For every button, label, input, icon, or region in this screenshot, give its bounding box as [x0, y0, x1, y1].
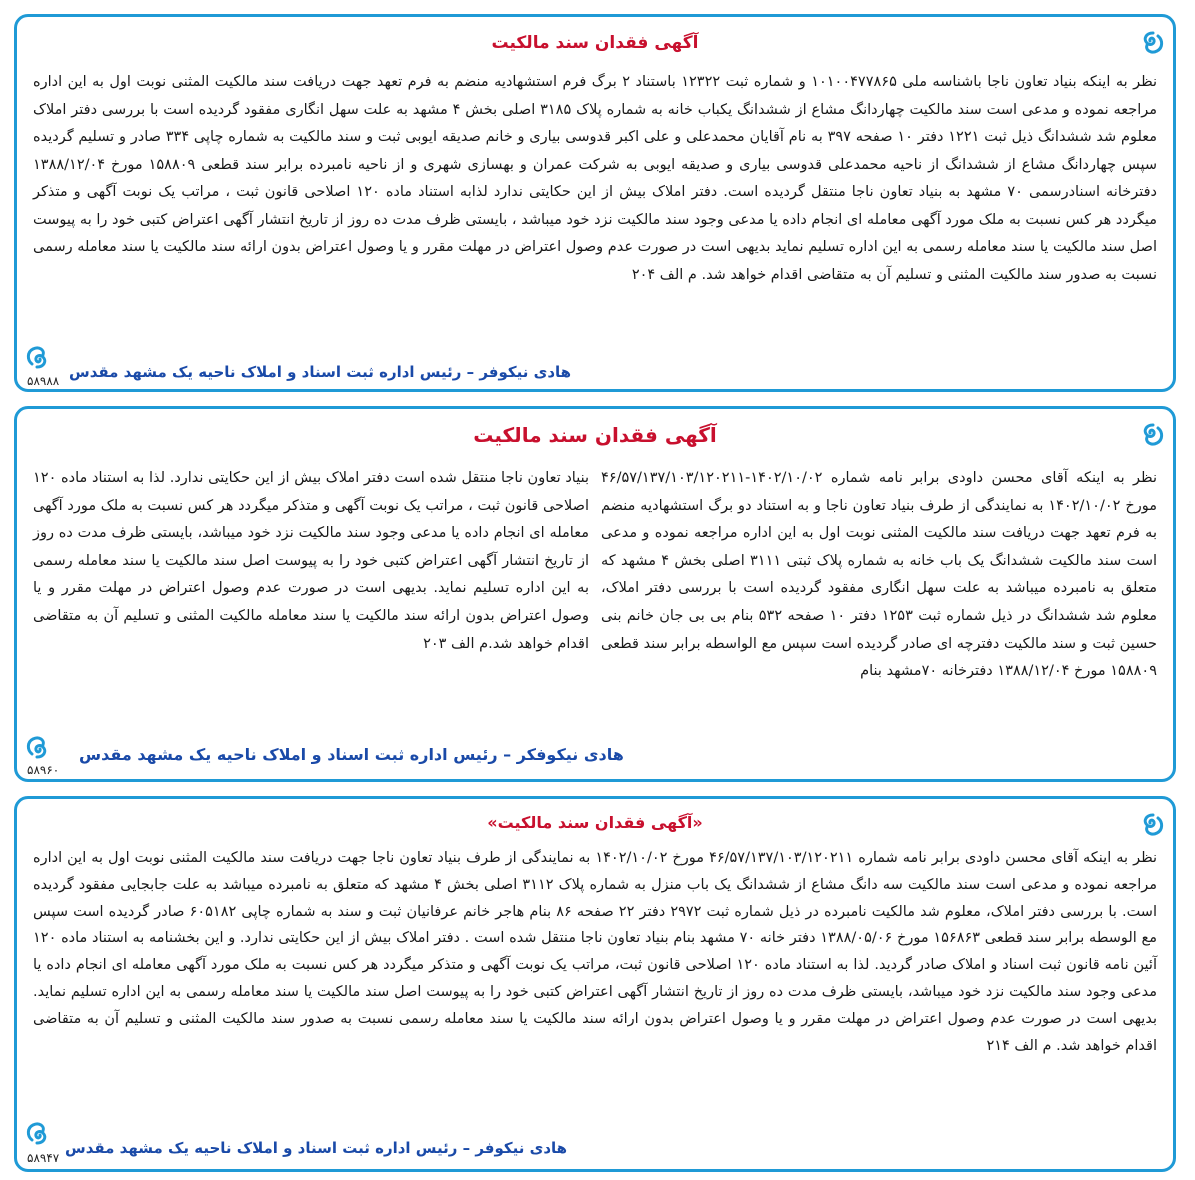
swirl-ornament-icon [25, 735, 49, 759]
signature: هادی نیکوفر – رئیس اداره ثبت اسناد و املاک ناحیه یک مشهد مقدس [69, 363, 572, 381]
reference-number: ۵۸۹۸۸ [27, 374, 60, 388]
signature: هادی نیکوفر – رئیس اداره ثبت اسناد و املاک ناحیه یک مشهد مقدس [65, 1139, 568, 1157]
notice-1 [14, 14, 1176, 392]
notice-title: آگهی فقدان سند مالکیت [473, 423, 717, 447]
reference-number: ۵۸۹۶۰ [27, 763, 60, 777]
signature: هادی نیکوفکر – رئیس اداره ثبت اسناد و املاک ناحیه یک مشهد مقدس [79, 745, 624, 764]
notice-title: آگهی فقدان سند مالکیت [491, 33, 699, 53]
notice-body-right-column: نظر به اینکه آقای محسن داودی برابر نامه شماره ۱۴۰۲/۱۰/۰۲-۴۶/۵۷/۱۳۷/۱۰۳/۱۲۰۲۱۱ مورخ ۱۴۰۲/۱۰/۰۲ به نمایندگی از طرف بنیاد تعاون ناجا و به استناد دو برگ استشهادیه منضم به فرم تعهد جهت دریافت سند مالکیت المثنی نوبت اول به این اداره مراجعه نموده و مدعی است سند مالکیت ششدانگ یک باب خانه به شماره پلاک ثبتی ۳۱۱۱ اصلی بخش ۴ مشهد که متعلق به نامبرده میباشد به علت سهل انگاری مفقود گردیده است با بررسی دفتر املاک، معلوم شد ششدانگ در ذیل شماره ثبت ۱۲۵۳ دفتر ۱۰ صفحه ۵۳۲ بنام بی بی جان خانم بنی حسین ثبت و سند مالکیت دفترچه ای صادر گردیده است سپس مع الواسطه برابر سند قطعی ۱۵۸۸۰۹ مورخ ۱۳۸۸/۱۲/۰۴ دفترخانه ۷۰مشهد بنام [601, 470, 1158, 680]
notice-body: نظر به اینکه آقای محسن داودی برابر نامه شماره ۴۶/۵۷/۱۳۷/۱۰۳/۱۲۰۲۱۱ مورخ ۱۴۰۲/۱۰/۰۲ به نمایندگی از طرف بنیاد تعاون ناجا جهت دریافت سند مالکیت المثنی نوبت اول به این اداره مراجعه نموده و مدعی است سند مالکیت سه دانگ مشاع از ششدانگ یک باب منزل به شماره پلاک ۳۱۱۲ اصلی بخش ۴ مشهد که متعلق به نامبرده میباشد به علت جابجایی مفقود گردیده است. با بررسی دفتر املاک، معلوم شد مالکیت نامبرده در ذیل شماره ثبت ۲۹۷۲ دفتر ۲۲ صفحه ۸۶ بنام هاجر خانم عرفانیان ثبت و سند به شماره چاپی ۶۰۵۱۸۲ صادر گردیده است سپس مع الوسطه برابر سند قطعی ۱۵۶۸۶۳ مورخ ۱۳۸۸/۰۵/۰۶ دفتر خانه ۷۰ مشهد بنام بنیاد تعاون ناجا منتقل شده است . دفتر املاک بیش از این حکایتی ندارد. و این بخشنامه به استناد ماده ۱۲۰ آئین نامه قانون ثبت اسناد و املاک صادر گردید. لذا به استناد ماده ۱۲۰ اصلاحی قانون ثبت، مراتب یک نوبت آگهی و متذکر میگردد هر کس نسبت به ملک مورد آگهی معامله ای انجام داده یا مدعی وجود سند مالکیت نزد خود میباشد، بایستی ظرف مدت ده روز از تاریخ انتشار آگهی اعتراض کتبی خود را به پیوست اصل سند مالکیت یا سند معامله رسمی به این اداره تسلیم نماید. بدیهی است در صورت عدم وصول اعتراض در مهلت مقرر و یا وصول اعتراض بدون ارائه سند مالکیت یا سند معامله رسمی نسبت به صدور سند مالکیت المثنی و تسلیم آن به متقاضی اقدام خواهد شد. م الف ۲۱۴ [33, 850, 1157, 1054]
notice-body-left-column: بنیاد تعاون ناجا منتقل شده است دفتر املاک بیش از این حکایتی ندارد. لذا به استناد ماده ۱۲۰ اصلاحی قانون ثبت ، مراتب یک نوبت آگهی و متذکر میگردد هر کس نسبت به ملک مورد آگهی معامله ای انجام داده یا مدعی وجود سند مالکیت نزد خود میباشد، بایستی ظرف مدت ده روز از تاریخ انتشار آگهی اعتراض کتبی خود را به پیوست اصل سند مالکیت یا سند معامله رسمی به این اداره تسلیم نماید. بدیهی است در صورت عدم وصول اعتراض در مهلت مقرر و یا وصول اعتراض بدون ارائه سند مالکیت یا سند معامله مالکیت المثنی و تسلیم آن به متقاضی اقدام خواهد شد.م الف ۲۰۳ [33, 470, 589, 652]
swirl-ornament-icon [25, 345, 49, 369]
notice-columns [33, 465, 1157, 743]
reference-number: ۵۸۹۴۷ [27, 1151, 60, 1165]
notice-3 [14, 796, 1176, 1172]
swirl-ornament-icon [25, 1121, 49, 1145]
notice-title: «آگهی فقدان سند مالکیت» [487, 813, 703, 832]
notice-body: نظر به اینکه بنیاد تعاون ناجا باشناسه ملی ۱۰۱۰۰۴۷۷۸۶۵ و شماره ثبت ۱۲۳۲۲ باستناد ۲ برگ فرم استشهادیه منضم به فرم تعهد جهت دریافت سند مالکیت المثنی نوبت اول به این اداره مراجعه نموده و مدعی است سند مالکیت چهاردانگ مشاع از ششدانگ یکباب خانه به شماره پلاک ۳۱۸۵ اصلی بخش ۴ مشهد به علت سهل انگاری مفقود گردیده است با بررسی دفتر املاک معلوم شد ششدانگ ذیل ثبت ۱۲۲۱ دفتر ۱۰ صفحه ۳۹۷ به نام آقایان محمدعلی و علی اکبر قدوسی بیاری و خانم صدیقه ایوبی ثبت و سند مالکیت به شماره چاپی ۳۳۴ صادر و تسلیم گردیده سپس چهاردانگ مشاع از ششدانگ از ناحیه محمدعلی قدوسی بیاری و صدیقه ایوبی به شرکت عمران و بهسازی شهری و از ناحیه نامبرده برابر سند قطعی ۱۵۸۸۰۹ مورخ ۱۳۸۸/۱۲/۰۴ دفترخانه اسنادرسمی ۷۰ مشهد به بنیاد تعاون ناجا منتقل گردیده است. دفتر املاک بیش از این حکایتی ندارد لذابه استناد ماده ۱۲۰ اصلاحی قانون ثبت ، مراتب یک نوبت آگهی و متذکر میگردد هر کس نسبت به ملک مورد آگهی معامله ای انجام داده یا مدعی وجود سند مالکیت نزد خود میباشد ، بایستی ظرف مدت ده روز از تاریخ انتشار آگهی اعتراض کتبی خود را به پیوست اصل سند مالکیت یا سند معامله رسمی به این اداره تسلیم نماید بدیهی است در صورت عدم وصول اعتراض در مهلت مقرر و یا وصول اعتراض بدون ارائه سند مالکیت یا سند معامله رسمی نسبت به صدور سند مالکیت المثنی و تسلیم آن به متقاضی اقدام خواهد شد. م الف ۲۰۴ [33, 74, 1158, 283]
notice-2 [14, 406, 1176, 782]
